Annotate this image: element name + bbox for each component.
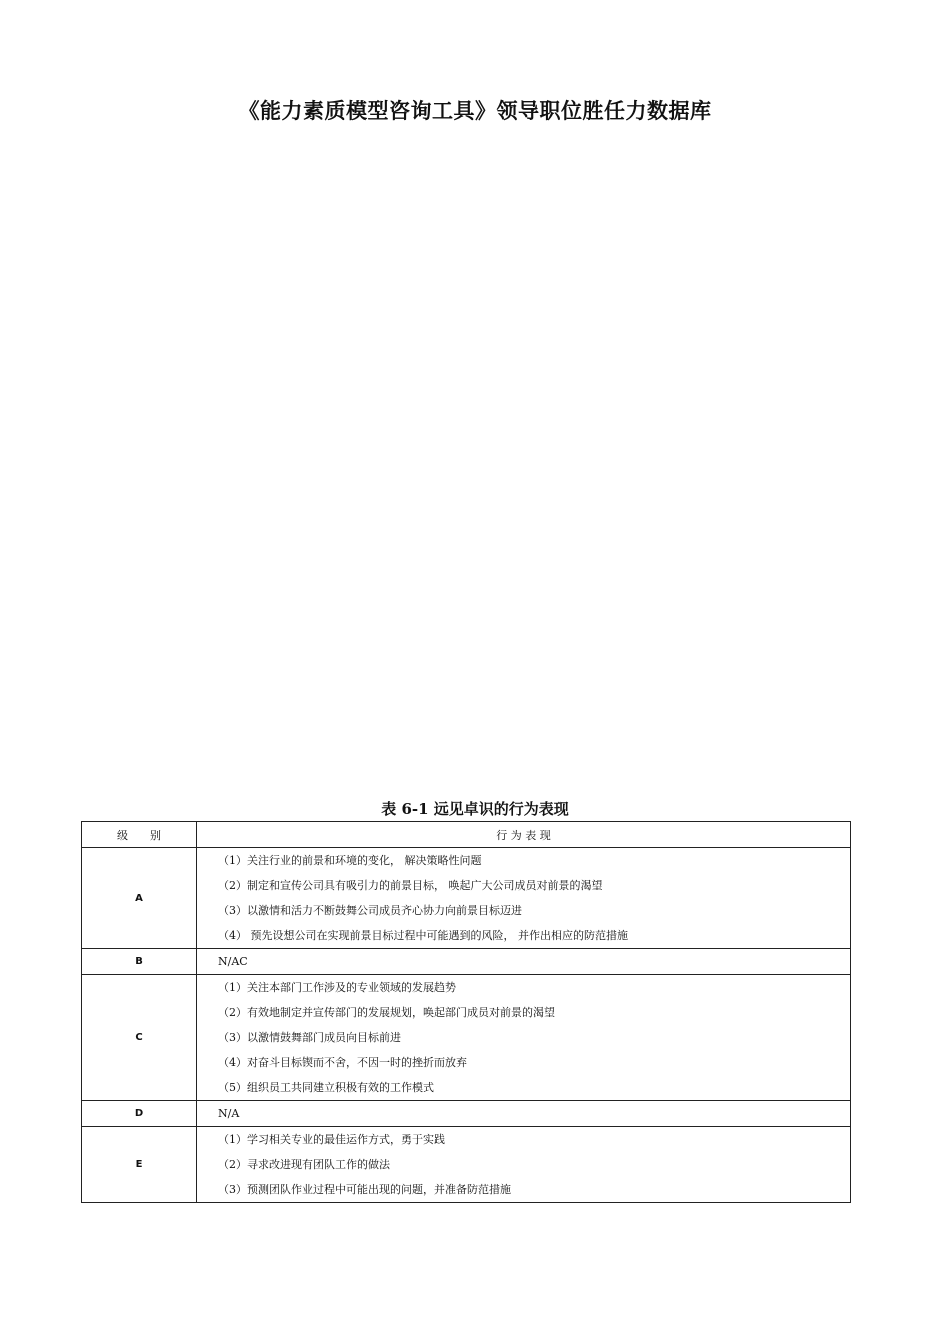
behavior-item: （2）制定和宣传公司具有吸引力的前景目标， 唤起广大公司成员对前景的渴望 [218,879,603,892]
level-label: A [82,848,197,949]
behavior-item: （3）以激情鼓舞部门成员向目标前进 [218,1031,401,1044]
table-caption: 表 6-1 远见卓识的行为表现 [381,800,569,818]
table-header-row [82,822,851,848]
behavior-item: （4） 预先设想公司在实现前景目标过程中可能遇到的风险， 并作出相应的防范措施 [218,929,628,942]
behavior-list [197,975,851,1101]
table-row [82,1127,851,1203]
behavior-item: （2）有效地制定并宣传部门的发展规划，唤起部门成员对前景的渴望 [218,1006,555,1019]
behavior-item: （1）学习相关专业的最佳运作方式，勇于实践 [218,1133,445,1146]
behavior-table [81,821,851,1203]
not-applicable-text: N/AC [218,955,248,968]
behavior-list [197,1127,851,1203]
header-level: 级 别 [82,822,197,848]
behavior-item: （4）对奋斗目标锲而不舍，不因一时的挫折而放弃 [218,1056,467,1069]
header-behavior: 行 为 表 现 [197,822,851,848]
level-label: E [82,1127,197,1203]
behavior-item: （3）以激情和活力不断鼓舞公司成员齐心协力向前景目标迈进 [218,904,522,917]
level-label: B [82,949,197,975]
table-row [82,949,851,975]
behavior-list [197,1101,851,1127]
behavior-list [197,848,851,949]
level-label: D [82,1101,197,1127]
table-row [82,848,851,949]
behavior-item: （2）寻求改进现有团队工作的做法 [218,1158,390,1171]
table-row [82,975,851,1101]
behavior-list [197,949,851,975]
level-label: C [82,975,197,1101]
behavior-item: （1）关注行业的前景和环境的变化， 解决策略性问题 [218,854,482,867]
behavior-item: （1）关注本部门工作涉及的专业领域的发展趋势 [218,981,456,994]
behavior-item: （5）组织员工共同建立积极有效的工作模式 [218,1081,434,1094]
document-title: 《能力素质模型咨询工具》领导职位胜任力数据库 [238,98,712,123]
not-applicable-text: N/A [218,1107,240,1120]
behavior-item: （3）预测团队作业过程中可能出现的问题，并准备防范措施 [218,1183,511,1196]
table-row [82,1101,851,1127]
